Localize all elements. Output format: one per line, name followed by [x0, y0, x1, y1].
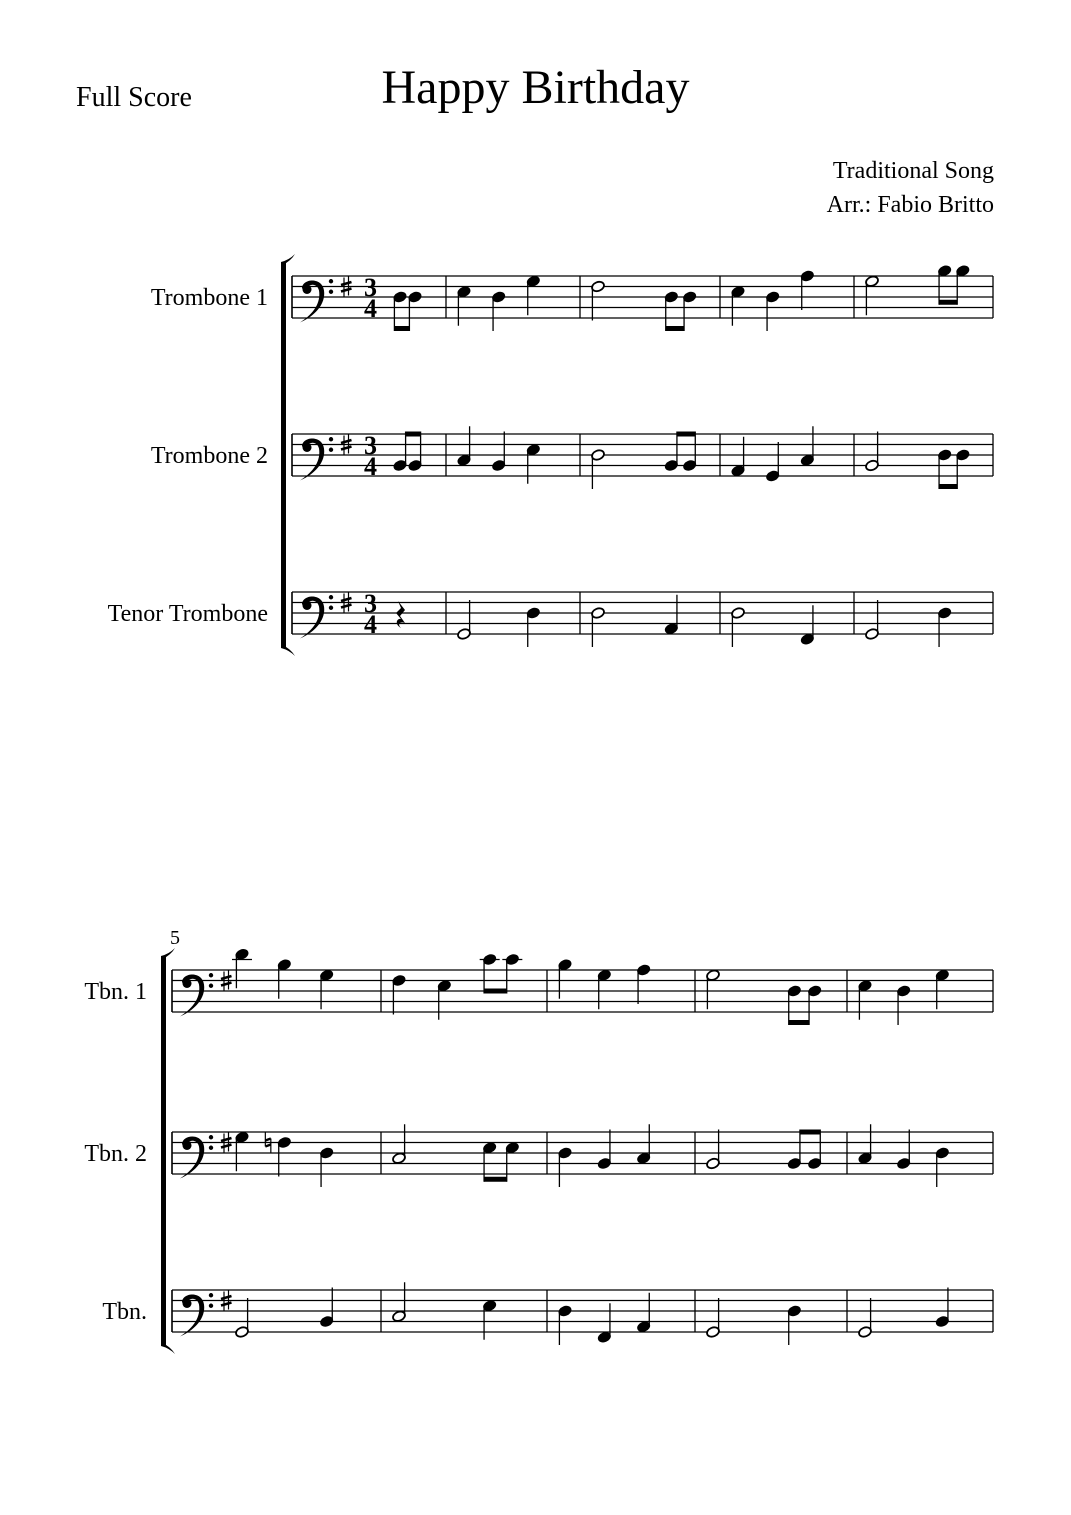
- bass-clef-dot: [329, 448, 333, 452]
- bass-clef-dot: [329, 595, 333, 599]
- beam: [800, 1130, 820, 1135]
- beam: [789, 1020, 809, 1025]
- staff-2: [151, 426, 993, 489]
- bass-clef-dot: [209, 1146, 213, 1150]
- system-1: [108, 254, 993, 656]
- time-signature-bottom: 4: [364, 294, 377, 323]
- measure-number: 5: [170, 927, 180, 949]
- bass-clef-dot: [209, 1293, 213, 1297]
- beam: [484, 989, 507, 994]
- staff-1: [151, 264, 993, 331]
- bracket-cap-top: [281, 254, 295, 266]
- beam: [666, 326, 684, 331]
- beam: [939, 484, 957, 489]
- time-signature-bottom: 4: [364, 452, 377, 481]
- beam: [406, 432, 421, 437]
- time-signature-bottom: 4: [364, 610, 377, 639]
- part-name: Tbn. 2: [84, 1141, 147, 1167]
- bass-clef-dot: [209, 984, 213, 988]
- staff-1: [84, 948, 993, 1025]
- system-2: [84, 927, 993, 1354]
- part-name: Tenor Trombone: [107, 601, 268, 627]
- bass-clef-dot: [183, 1299, 192, 1308]
- bass-clef-dot: [209, 1304, 213, 1308]
- bass-clef-dot: [303, 443, 312, 452]
- beam: [939, 300, 957, 305]
- bass-clef-dot: [303, 601, 312, 610]
- bass-clef-dot: [329, 279, 333, 283]
- bass-clef-dot: [329, 606, 333, 610]
- score-label: Full Score: [76, 82, 192, 113]
- time-signature-top: 3: [364, 589, 377, 618]
- part-name: Trombone 1: [150, 285, 268, 311]
- system-bracket: [161, 956, 166, 1346]
- time-signature-top: 3: [364, 273, 377, 302]
- bass-clef-dot: [183, 1141, 192, 1150]
- staff-3: [102, 1282, 993, 1345]
- bass-clef-dot: [183, 979, 192, 988]
- part-name: Tbn.: [102, 1299, 147, 1325]
- composer-credit: Traditional Song: [832, 158, 994, 184]
- beam: [484, 1177, 507, 1182]
- system-bracket: [281, 262, 286, 648]
- bass-clef-dot: [209, 1135, 213, 1139]
- score-title: Happy Birthday: [381, 61, 690, 114]
- part-name: Tbn. 1: [84, 979, 147, 1005]
- bracket-cap-bottom: [161, 1342, 175, 1354]
- time-signature-top: 3: [364, 431, 377, 460]
- staff-2: [84, 1124, 993, 1187]
- part-name: Trombone 2: [150, 443, 268, 469]
- beam: [394, 326, 409, 331]
- bass-clef-dot: [303, 285, 312, 294]
- bracket-cap-bottom: [281, 644, 295, 656]
- bracket-cap-top: [161, 948, 175, 960]
- bass-clef-dot: [329, 437, 333, 441]
- staff-3: [108, 589, 993, 647]
- bass-clef-dot: [329, 290, 333, 294]
- beam: [677, 432, 695, 437]
- bass-clef-dot: [209, 973, 213, 977]
- arranger-credit: Arr.: Fabio Britto: [826, 192, 994, 218]
